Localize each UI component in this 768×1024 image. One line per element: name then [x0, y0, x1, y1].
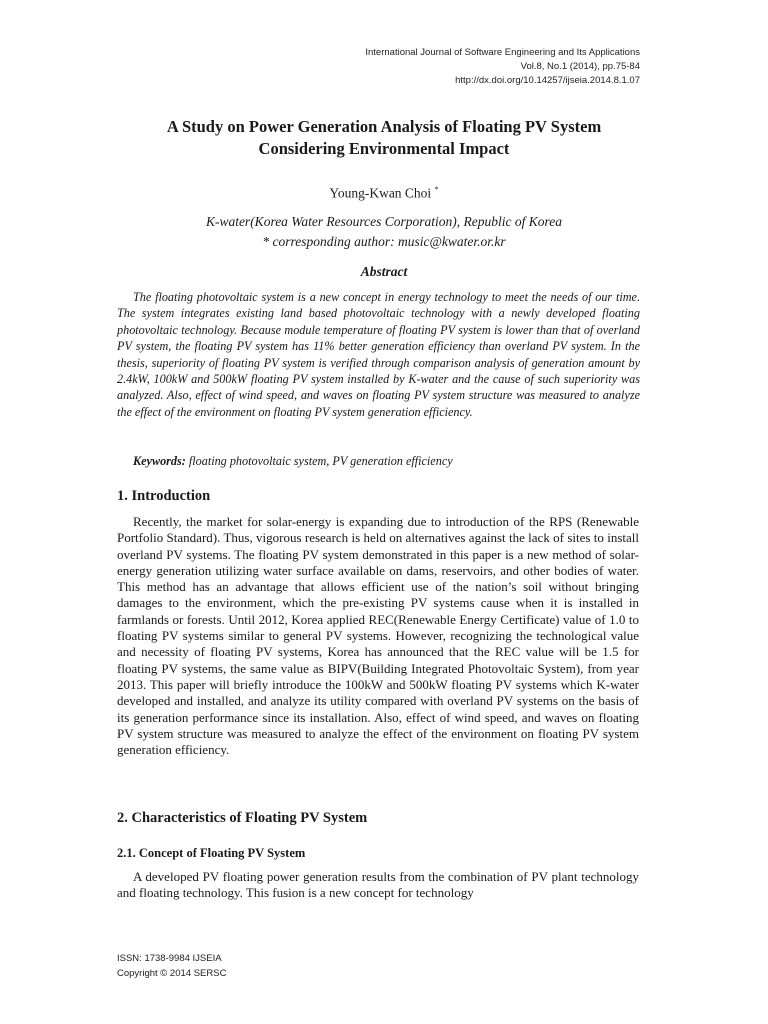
section-2-1-text: A developed PV floating power generation results from the combination of PV plant technology and floating technology. This fusion is a new concept for technology [117, 869, 639, 901]
abstract-heading: Abstract [360, 264, 408, 279]
section-1-text: Recently, the market for solar-energy is expanding due to introduction of the RPS (Renewable Portfolio Standard). Thus, vigorous research is held on alternatives against the lack of sites to install overland PV systems. The floating PV system demonstrated in this paper is a new method of solar-energy generation utilizing water surface available on dams, reservoirs, and other bodies of water. This method has an advantage that allows efficient use of the nation’s soil without bringing damages to the environment, which the pre-existing PV systems cause when it is installed in farmlands or forests. Until 2012, Korea applied REC(Renewable Energy Certificate) value of 1.0 to floating PV systems similar to general PV systems. However, recognizing the technological value and necessity of floating PV systems, Korea has announced that the REC value will be 1.5 for floating PV systems, the same value as BIPV(Building Integrated Photovoltaic System), from year 2013. This paper will briefly introduce the 100kW and 500kW floating PV systems which K-water developed and installed, and analyze its utility compared with overland PV systems on the basis of its generation performance since its installation. Also, effect of wind speed, and waves on floating PV system structure was measured to analyze the effect of the environment on floating PV system generation efficiency. [117, 514, 639, 758]
affiliation [0, 212, 768, 252]
title-line-1: A Study on Power Generation Analysis of Floating PV System [166, 117, 602, 136]
page-footer [117, 951, 226, 981]
keywords-text: floating photovoltaic system, PV generation efficiency [188, 454, 453, 468]
corresponding-author[interactable]: * corresponding author: music@kwater.or.kr [262, 234, 506, 249]
journal-header [365, 46, 640, 88]
author [0, 185, 768, 202]
journal-name: International Journal of Software Engineering and Its Applications [365, 47, 640, 58]
keywords-label: Keywords: [133, 454, 186, 468]
section-1-heading: 1. Introduction [117, 488, 211, 504]
author-mark: * [434, 185, 439, 194]
copyright: Copyright © 2014 SERSC [117, 968, 227, 979]
keywords [133, 454, 643, 469]
doi-link[interactable]: http://dx.doi.org/10.14257/ijseia.2014.8.1.07 [455, 75, 640, 86]
journal-volume: Vol.8, No.1 (2014), pp.75-84 [520, 61, 640, 72]
affiliation-org: K-water(Korea Water Resources Corporation), Republic of Korea [205, 214, 563, 229]
author-name: Young-Kwan Choi [329, 185, 432, 201]
abstract-text: The floating photovoltaic system is a new concept in energy technology to meet the needs of our time. The system integrates existing land based photovoltaic technology with a newly developed floating photovoltaic technology. Because module temperature of floating PV system is lower than that of overland PV system, the floating PV system has 11% better generation efficiency than overland PV system. In the thesis, superiority of floating PV system is verified through comparison analysis of generation amount by 2.4kW, 100kW and 500kW floating PV system installed by K-water and the cause of such superiority was analyzed. Also, effect of wind speed, and waves on floating PV system structure was measured to analyze the effect of the environment on floating PV system generation efficiency. [117, 290, 640, 419]
section-2-heading: 2. Characteristics of Floating PV System [117, 810, 368, 826]
issn: ISSN: 1738-9984 IJSEIA [117, 953, 222, 964]
subsection-2-1-heading: 2.1. Concept of Floating PV System [117, 846, 306, 860]
title-line-2: Considering Environmental Impact [258, 139, 510, 158]
paper-title [100, 116, 668, 160]
